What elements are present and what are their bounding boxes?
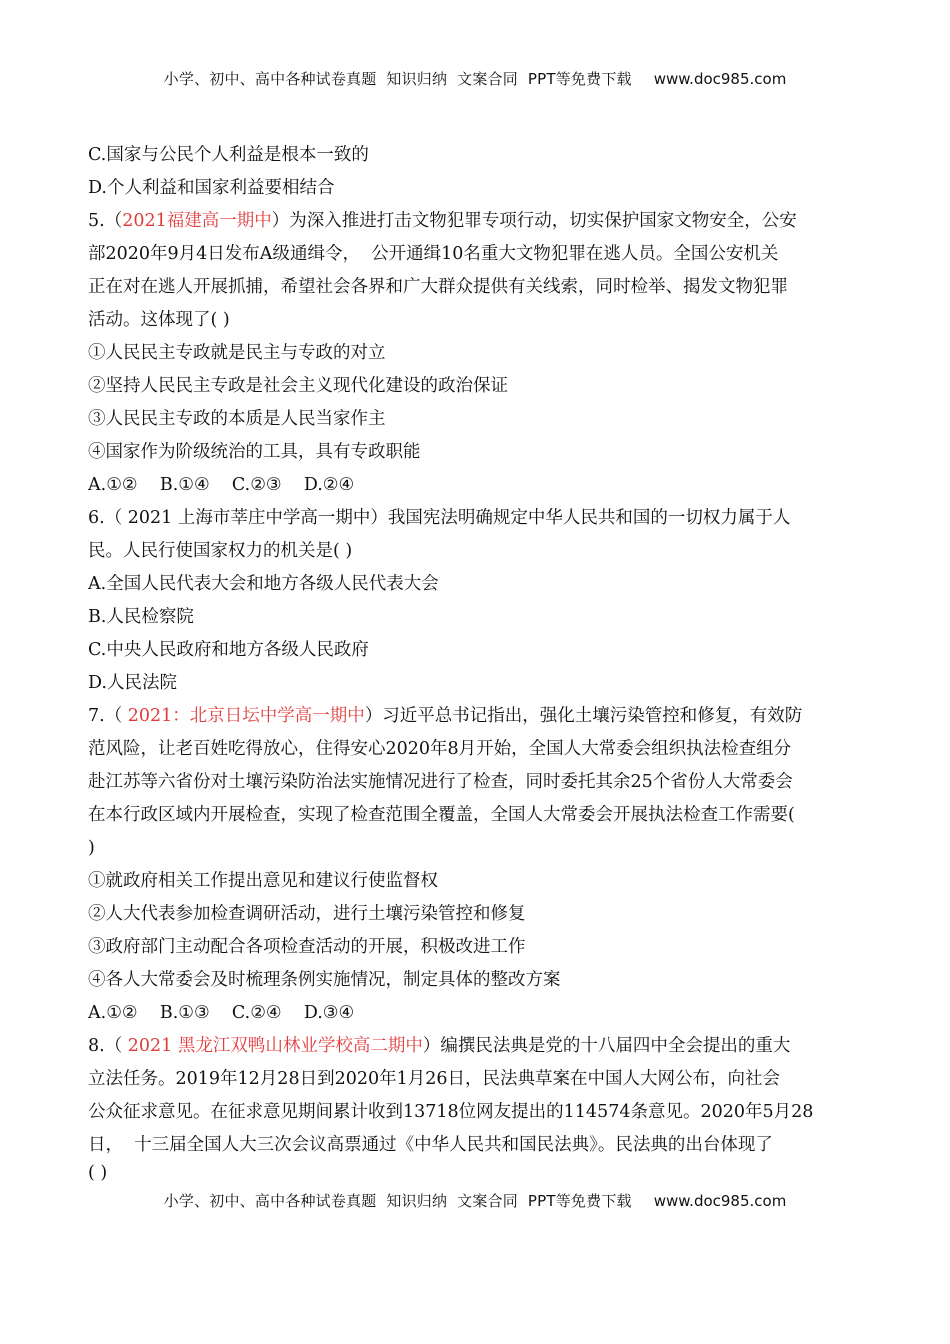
statement-3-q5: ③人民民主专政的本质是人民当家作主: [88, 409, 386, 429]
option-b-q6: B.人民检察院: [88, 607, 194, 627]
statement-4-q5: ④国家作为阶级统治的工具，具有专政职能: [88, 442, 421, 462]
statement-1-q7: ①就政府相关工作提出意见和建议行使监督权: [88, 871, 438, 891]
page-header: [0, 68, 950, 89]
question-5-source: 2021福建高一期中: [122, 211, 272, 231]
footer-url[interactable]: www.doc985.com: [653, 1192, 787, 1210]
answer-options-q7: A.①② B.①③ C.②④ D.③④: [88, 1003, 355, 1023]
header-url[interactable]: www.doc985.com: [653, 70, 787, 88]
option-d-q4: D.个人利益和国家利益要相结合: [88, 178, 335, 198]
page-footer: [0, 1190, 950, 1211]
question-8-text: ）编撰民法典是党的十八届四中全会提出的重大: [422, 1036, 791, 1056]
question-7-line-4: 在本行政区域内开展检查，实现了检查范围全覆盖，全国人大常委会开展执法检查工作需要(: [88, 805, 795, 825]
option-d-q6: D.人民法院: [88, 673, 177, 693]
statement-2-q7: ②人大代表参加检查调研活动，进行土壤污染管控和修复: [88, 904, 526, 924]
option-c-q4: C.国家与公民个人利益是根本一致的: [88, 145, 369, 165]
question-8-line-5: ( ): [88, 1163, 108, 1183]
question-7-line-5: ): [88, 838, 95, 858]
question-6-line-2: 民。人民行使国家权力的机关是( ): [88, 541, 353, 561]
question-7-line-1: [88, 705, 802, 727]
question-5-text: ）为深入推进打击文物犯罪专项行动，切实保护国家文物安全，公安: [271, 211, 797, 231]
statement-4-q7: ④各人大常委会及时梳理条例实施情况，制定具体的整改方案: [88, 970, 561, 990]
question-7-source: 2021：北京日坛中学高一期中: [127, 706, 365, 726]
question-5-line-3: 正在对在逃人开展抓捕，希望社会各界和广大群众提供有关线索，同时检举、揭发文物犯罪: [88, 277, 788, 297]
question-5-line-1: [88, 210, 797, 232]
question-5-line-2: 部2020年9月4日发布A级通缉令， 公开通缉10名重大文物犯罪在逃人员。全国公安机关: [88, 244, 779, 264]
statement-1-q5: ①人民民主专政就是民主与专政的对立: [88, 343, 386, 363]
question-8-source: 2021 黑龙江双鸭山林业学校高二期中: [127, 1036, 423, 1056]
header-text: 小学、初中、高中各种试卷真题 知识归纳 文案合同 PPT等免费下载: [163, 70, 632, 88]
question-8-line-2: 立法任务。2019年12月28日到2020年1月26日，民法典草案在中国人大网公布，向社会: [88, 1069, 781, 1089]
question-8-prefix: 8.（: [88, 1036, 128, 1056]
option-c-q6: C.中央人民政府和地方各级人民政府: [88, 640, 369, 660]
question-8-line-4: 日， 十三届全国人大三次会议高票通过《中华人民共和国民法典》。民法典的出台体现了: [88, 1135, 773, 1155]
question-8-line-3: 公众征求意见。在征求意见期间累计收到13718位网友提出的114574条意见。2020年5月28: [88, 1102, 814, 1122]
option-a-q6: A.全国人民代表大会和地方各级人民代表大会: [88, 574, 439, 594]
footer-text: 小学、初中、高中各种试卷真题 知识归纳 文案合同 PPT等免费下载: [163, 1192, 632, 1210]
statement-2-q5: ②坚持人民民主专政是社会主义现代化建设的政治保证: [88, 376, 508, 396]
question-8-line-1: [88, 1035, 790, 1057]
question-6-line-1: 6.（ 2021 上海市莘庄中学高一期中）我国宪法明确规定中华人民共和国的一切权力属于人: [88, 508, 791, 528]
question-7-prefix: 7.（: [88, 706, 128, 726]
answer-options-q5: A.①② B.①④ C.②③ D.②④: [88, 475, 355, 495]
statement-3-q7: ③政府部门主动配合各项检查活动的开展，积极改进工作: [88, 937, 526, 957]
question-7-text: ）习近平总书记指出，强化土壤污染管控和修复，有效防: [364, 706, 803, 726]
question-7-line-3: 赴江苏等六省份对土壤污染防治法实施情况进行了检查，同时委托其余25个省份人大常委会: [88, 772, 793, 792]
question-5-prefix: 5.（: [88, 211, 123, 231]
question-5-line-4: 活动。这体现了( ): [88, 310, 230, 330]
question-7-line-2: 范风险，让老百姓吃得放心，住得安心2020年8月开始，全国人大常委会组织执法检查组分: [88, 739, 792, 759]
